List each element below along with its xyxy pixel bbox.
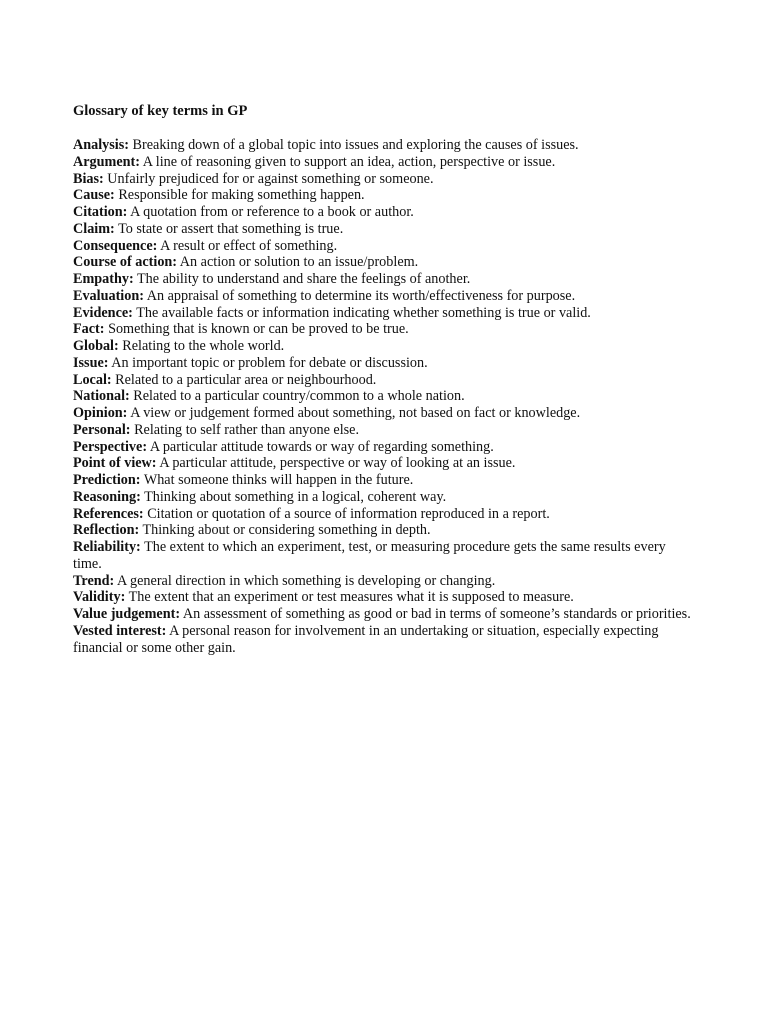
glossary-term: Fact:	[73, 321, 105, 338]
glossary-entry-analysis	[73, 137, 703, 154]
glossary-definition: The extent to which an experiment, test, or measuring procedure gets the same results every	[144, 539, 666, 555]
glossary-definition: A line of reasoning given to support an idea, action, perspective or issue.	[142, 153, 556, 170]
glossary-term: Claim:	[73, 220, 115, 237]
glossary-term: Global:	[73, 338, 119, 354]
glossary-entry-claim	[73, 221, 703, 238]
glossary-entry-local	[73, 372, 703, 389]
glossary-entry-personal	[73, 422, 703, 439]
glossary-entry-opinion	[73, 405, 703, 422]
glossary-entry-citation	[73, 204, 703, 221]
glossary-definition: An assessment of something as good or bad in terms of someone’s standards or priorities.	[182, 606, 691, 622]
glossary-entry-evidence	[73, 305, 703, 322]
glossary-term: Personal:	[73, 421, 131, 438]
glossary-entry-validity	[73, 589, 703, 606]
glossary-definition: Related to a particular country/common to a whole nation.	[133, 388, 465, 405]
glossary-definition: Breaking down of a global topic into issues and exploring the causes of issues.	[132, 137, 579, 153]
glossary-term: Empathy:	[73, 271, 134, 287]
glossary-entry-trend	[73, 573, 703, 590]
glossary-entry-perspective	[73, 439, 703, 456]
glossary-definition: A result or effect of something.	[160, 237, 338, 254]
glossary-entry-global	[73, 338, 703, 355]
glossary-term: Opinion:	[73, 405, 128, 421]
glossary-term: Cause:	[73, 187, 115, 204]
glossary-term: Perspective:	[73, 438, 148, 455]
glossary-entry-value-judgement	[73, 606, 703, 623]
glossary-term: Evidence:	[73, 304, 133, 321]
glossary-entry-course-of-action	[73, 254, 703, 271]
glossary-term: Local:	[73, 371, 112, 388]
glossary-definition: The available facts or information indicating whether something is true or valid.	[136, 304, 591, 321]
glossary-definition: An important topic or problem for debate or discussion.	[111, 354, 428, 371]
glossary-definition: A particular attitude towards or way of regarding something.	[149, 438, 494, 455]
glossary-term: Course of action:	[73, 254, 178, 271]
glossary-entry-evaluation	[73, 288, 703, 305]
glossary-definition: Something that is known or can be proved to be true.	[108, 321, 409, 338]
glossary-definition: An appraisal of something to determine its worth/effectiveness for purpose.	[146, 287, 576, 304]
glossary-entry-national	[73, 388, 703, 405]
glossary-term: Prediction:	[73, 472, 141, 488]
glossary-term: National:	[73, 388, 130, 405]
glossary-definition: The extent that an experiment or test measures what it is supposed to measure.	[128, 589, 574, 606]
glossary-definition: A particular attitude, perspective or way of looking at an issue.	[159, 455, 516, 472]
glossary-definition: A general direction in which something is developing or changing.	[117, 572, 496, 589]
glossary-entry-fact	[73, 321, 703, 338]
glossary-entry-point-of-view	[73, 455, 703, 472]
glossary-definition: Citation or quotation of a source of information reproduced in a report.	[147, 505, 550, 522]
glossary-term: Bias:	[73, 170, 104, 187]
glossary-term: Reflection:	[73, 522, 140, 539]
glossary-term: Point of view:	[73, 455, 157, 472]
glossary-definition: The ability to understand and share the feelings of another.	[137, 271, 471, 287]
glossary-definition: Relating to the whole world.	[122, 338, 285, 354]
glossary-entry-issue	[73, 355, 703, 372]
glossary-term: Consequence:	[73, 237, 158, 254]
glossary-entry-prediction	[73, 472, 703, 489]
glossary-term: Vested interest:	[73, 622, 167, 639]
glossary-definition: A personal reason for involvement in an undertaking or situation, especially expecting financial or some other gain.	[73, 622, 659, 656]
glossary-entry-references	[73, 506, 703, 523]
glossary-definition: Relating to self rather than anyone else.	[134, 421, 360, 438]
glossary-term: Analysis:	[73, 137, 129, 153]
glossary-definition: A quotation from or reference to a book or author.	[130, 204, 414, 220]
glossary-term: References:	[73, 505, 144, 522]
glossary-term: Reliability:	[73, 539, 141, 555]
glossary-definition-continuation: time.	[73, 555, 102, 572]
glossary-definition: To state or assert that something is true.	[118, 220, 344, 237]
glossary-entry-bias	[73, 171, 703, 188]
glossary-definition: A view or judgement formed about something, not based on fact or knowledge.	[130, 405, 581, 421]
document-title: Glossary of key terms in GP	[73, 103, 248, 119]
glossary-definition: Responsible for making something happen.	[118, 187, 365, 204]
glossary-entry-consequence	[73, 238, 703, 255]
glossary-term: Evaluation:	[73, 287, 144, 304]
glossary-term: Trend:	[73, 572, 115, 589]
glossary-entry-empathy	[73, 271, 703, 288]
glossary-entry-vested-interest	[73, 623, 703, 657]
glossary-term: Reasoning:	[73, 488, 141, 505]
glossary-definition: An action or solution to an issue/problem.	[179, 254, 419, 271]
glossary-term: Validity:	[73, 589, 126, 606]
glossary-definition: Related to a particular area or neighbourhood.	[115, 371, 377, 388]
glossary-term: Citation:	[73, 204, 128, 220]
glossary-term: Argument:	[73, 153, 140, 170]
glossary-term: Value judgement:	[73, 606, 181, 622]
glossary-entry-cause	[73, 187, 703, 204]
glossary-entry-reasoning	[73, 489, 703, 506]
glossary-definition: Thinking about or considering something in depth.	[142, 522, 431, 539]
glossary-definition: What someone thinks will happen in the future.	[143, 472, 414, 488]
glossary-entry-reliability	[73, 539, 703, 573]
glossary-definition: Unfairly prejudiced for or against something or someone.	[107, 170, 434, 187]
document-page	[73, 101, 703, 656]
glossary-entry-argument	[73, 154, 703, 171]
glossary-definition: Thinking about something in a logical, coherent way.	[144, 488, 447, 505]
glossary-list	[73, 137, 703, 656]
glossary-entry-reflection	[73, 522, 703, 539]
glossary-term: Issue:	[73, 354, 109, 371]
